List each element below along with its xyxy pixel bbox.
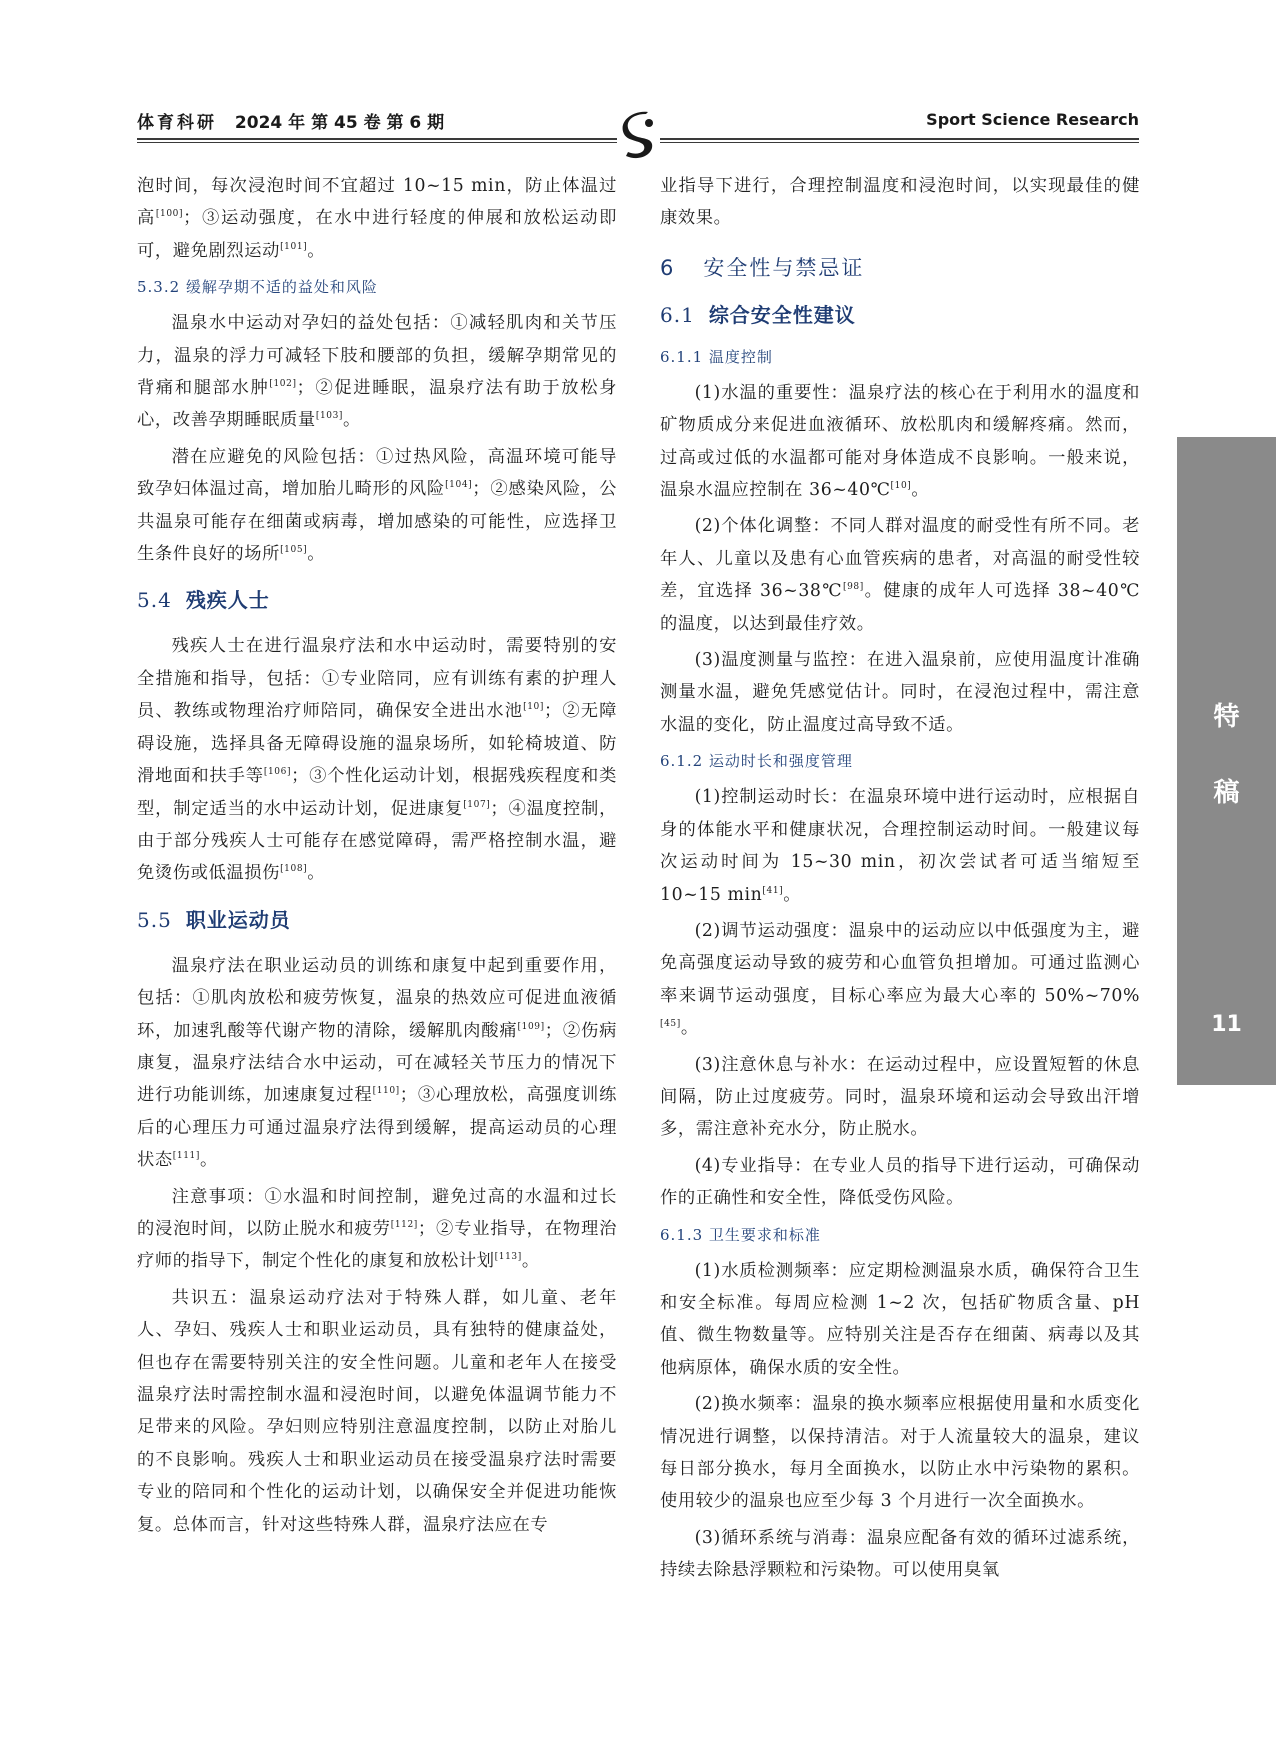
paragraph: (2)调节运动强度：温泉中的运动应以中低强度为主，避免高强度运动导致的疲劳和心血管负担增加。可通过监测心率来调节运动强度，目标心率应为最大心率的 50%~70%[45]。 (660, 920, 1140, 1039)
paragraph: 共识五：温泉运动疗法对于特殊人群，如儿童、老年人、孕妇、残疾人士和职业运动员，具有独特的健康益处，但也存在需要特别关注的安全性问题。儿童和老年人在接受温泉疗法时需控制水温和浸泡时间，以避免体温调节能力不足带来的风险。孕妇则应特别注意温度控制，以防止对胎儿的不良影响。残疾人士和职业运动员在接受温泉疗法时需要专业的陪同和个性化的运动计划，以确保安全并促进功能恢复。总体而言，针对这些特殊人群，温泉疗法应在专 (137, 1287, 617, 1535)
right-column (660, 170, 1140, 1591)
left-column (137, 170, 617, 1545)
paragraph: 潜在应避免的风险包括：①过热风险，高温环境可能导致孕妇体温过高，增加胎儿畸形的风险[104]；②感染风险，公共温泉可能存在细菌或病毒，增加感染的可能性，应选择卫生条件良好的场所[105]。 (137, 446, 617, 565)
paragraph: (2)换水频率：温泉的换水频率应根据使用量和水质变化情况进行调整，以保持清洁。对于人流量较大的温泉，建议每日部分换水，每月全面换水，以防止水中污染物的累积。使用较少的温泉也应至少每 3 个月进行一次全面换水。 (660, 1394, 1140, 1512)
citation-ref: [41] (762, 885, 784, 896)
citation-ref: [104] (445, 480, 473, 491)
section-heading-6-1: 6.1 综合安全性建议 (660, 302, 856, 327)
citation-ref: [108] (280, 864, 308, 875)
citation-ref: [112] (390, 1220, 418, 1231)
citation-ref: [110] (372, 1086, 400, 1097)
paragraph: (1)水温的重要性：温泉疗法的核心在于利用水的温度和矿物质成分来促进血液循环、放松肌肉和缓解疼痛。然而，过高或过低的水温都可能对身体造成不良影响。一般来说，温泉水温应控制在 36~40℃[10]。 (660, 382, 1140, 501)
citation-ref: [113] (494, 1252, 522, 1263)
journal-logo-icon (616, 110, 662, 166)
paragraph: (3)温度测量与监控：在进入温泉前，应使用温度计准确测量水温，避免凭感觉估计。同时，在浸泡过程中，需注意水温的变化，防止温度过高导致不适。 (660, 650, 1140, 735)
citation-ref: [10] (890, 481, 912, 492)
page-number: 11 (1211, 1012, 1242, 1037)
paragraph: (2)个体化调整：不同人群对温度的耐受性有所不同。老年人、儿童以及患有心血管疾病的患者，对高温的耐受性较差，宜选择 36~38℃[98]。健康的成年人可选择 38~40℃的温度，以达到最佳疗效。 (660, 516, 1140, 634)
journal-title-en: Sport Science Research (926, 110, 1139, 129)
subsection-heading-5-3-2: 5.3.2 缓解孕期不适的益处和风险 (137, 278, 378, 297)
section-side-tab (1177, 437, 1276, 1085)
citation-ref: [10] (523, 702, 544, 713)
citation-ref: [109] (517, 1021, 545, 1032)
citation-ref: [105] (280, 545, 308, 556)
paragraph: 泡时间，每次浸泡时间不宜超过 10~15 min，防止体温过高[100]；③运动强度，在水中进行轻度的伸展和放松运动即可，避免剧烈运动[101]。 (137, 176, 617, 261)
paragraph: 注意事项：①水温和时间控制，避免过高的水温和过长的浸泡时间，以防止脱水和疲劳[112]；②专业指导，在物理治疗师的指导下，制定个性化的康复和放松计划[113]。 (137, 1186, 617, 1272)
side-tab-char-1: 特 (1213, 702, 1240, 732)
citation-ref: [111] (172, 1151, 200, 1162)
chapter-heading-6: 6 安全性与禁忌证 (660, 255, 865, 280)
paragraph: 温泉疗法在职业运动员的训练和康复中起到重要作用，包括：①肌肉放松和疲劳恢复，温泉的热效应可促进血液循环，加速乳酸等代谢产物的清除，缓解肌肉酸痛[109]；②伤病康复，温泉疗法结合水中运动，可在减轻关节压力的情况下进行功能训练，加速康复过程[110]；③心理放松，高强度训练后的心理压力可通过温泉疗法得到缓解，提高运动员的心理状态[111]。 (137, 955, 617, 1171)
paragraph: (3)注意休息与补水：在运动过程中，应设置短暂的休息间隔，防止过度疲劳。同时，温泉环境和运动会导致出汗增多，需注意补充水分，防止脱水。 (660, 1054, 1140, 1140)
section-heading-5-4: 5.4 残疾人士 (137, 588, 270, 613)
paragraph: 残疾人士在进行温泉疗法和水中运动时，需要特别的安全措施和指导，包括：①专业陪同，应有训练有素的护理人员、教练或物理治疗师陪同，确保安全进出水池[10]；②无障碍设施，选择具备无障碍设施的温泉场所，如轮椅坡道、防滑地面和扶手等[106]；③个性化运动计划，根据残疾程度和类型，制定适当的水中运动计划，促进康复[107]；④温度控制，由于部分残疾人士可能存在感觉障碍，需严格控制水温，避免烫伤或低温损伤[108]。 (137, 636, 617, 884)
section-heading-5-5: 5.5 职业运动员 (137, 907, 291, 932)
citation-ref: [101] (280, 242, 308, 253)
citation-ref: [100] (155, 209, 184, 220)
citation-ref: [107] (463, 799, 491, 810)
journal-header (137, 108, 444, 133)
side-tab-char-2: 稿 (1213, 778, 1240, 808)
header-rule-left (137, 138, 617, 140)
paragraph: (1)水质检测频率：应定期检测温泉水质，确保符合卫生和安全标准。每周应检测 1~2 次，包括矿物质含量、pH 值、微生物数量等。应特别关注是否存在细菌、病毒以及其他病原体，确保水质的安全性。 (660, 1260, 1140, 1378)
paragraph: (3)循环系统与消毒：温泉应配备有效的循环过滤系统，持续去除悬浮颗粒和污染物。可以使用臭氧 (660, 1527, 1140, 1581)
paragraph: (4)专业指导：在专业人员的指导下进行运动，可确保动作的正确性和安全性，降低受伤风险。 (660, 1155, 1140, 1209)
paragraph: 业指导下进行，合理控制温度和浸泡时间，以实现最佳的健康效果。 (660, 176, 1140, 229)
header-rule-right (660, 138, 1139, 140)
paragraph: (1)控制运动时长：在温泉环境中进行运动时，应根据自身的体能水平和健康状况，合理控制运动时间。一般建议每次运动时间为 15~30 min，初次尝试者可适当缩短至 10~15 min[41]。 (660, 787, 1140, 905)
subsection-heading-6-1-1: 6.1.1 温度控制 (660, 347, 773, 366)
citation-ref: [103] (315, 411, 344, 422)
subsection-heading-6-1-3: 6.1.3 卫生要求和标准 (660, 1225, 821, 1244)
citation-ref: [98] (842, 582, 864, 593)
subsection-heading-6-1-2: 6.1.2 运动时长和强度管理 (660, 752, 853, 771)
citation-ref: [102] (269, 379, 297, 390)
journal-title-cn: 体育科研 (137, 113, 217, 133)
header-rule-left-thin (137, 142, 617, 143)
header-rule-right-thin (660, 142, 1139, 143)
citation-ref: [45] (660, 1019, 681, 1030)
paragraph: 温泉水中运动对孕妇的益处包括：①减轻肌肉和关节压力，温泉的浮力可减轻下肢和腰部的负担，缓解孕期常见的背痛和腿部水肿[102]；②促进睡眠，温泉疗法有助于放松身心，改善孕期睡眠质量[103]。 (137, 313, 618, 431)
journal-issue: 2024 年 第 45 卷 第 6 期 (234, 113, 445, 133)
citation-ref: [106] (263, 767, 292, 778)
